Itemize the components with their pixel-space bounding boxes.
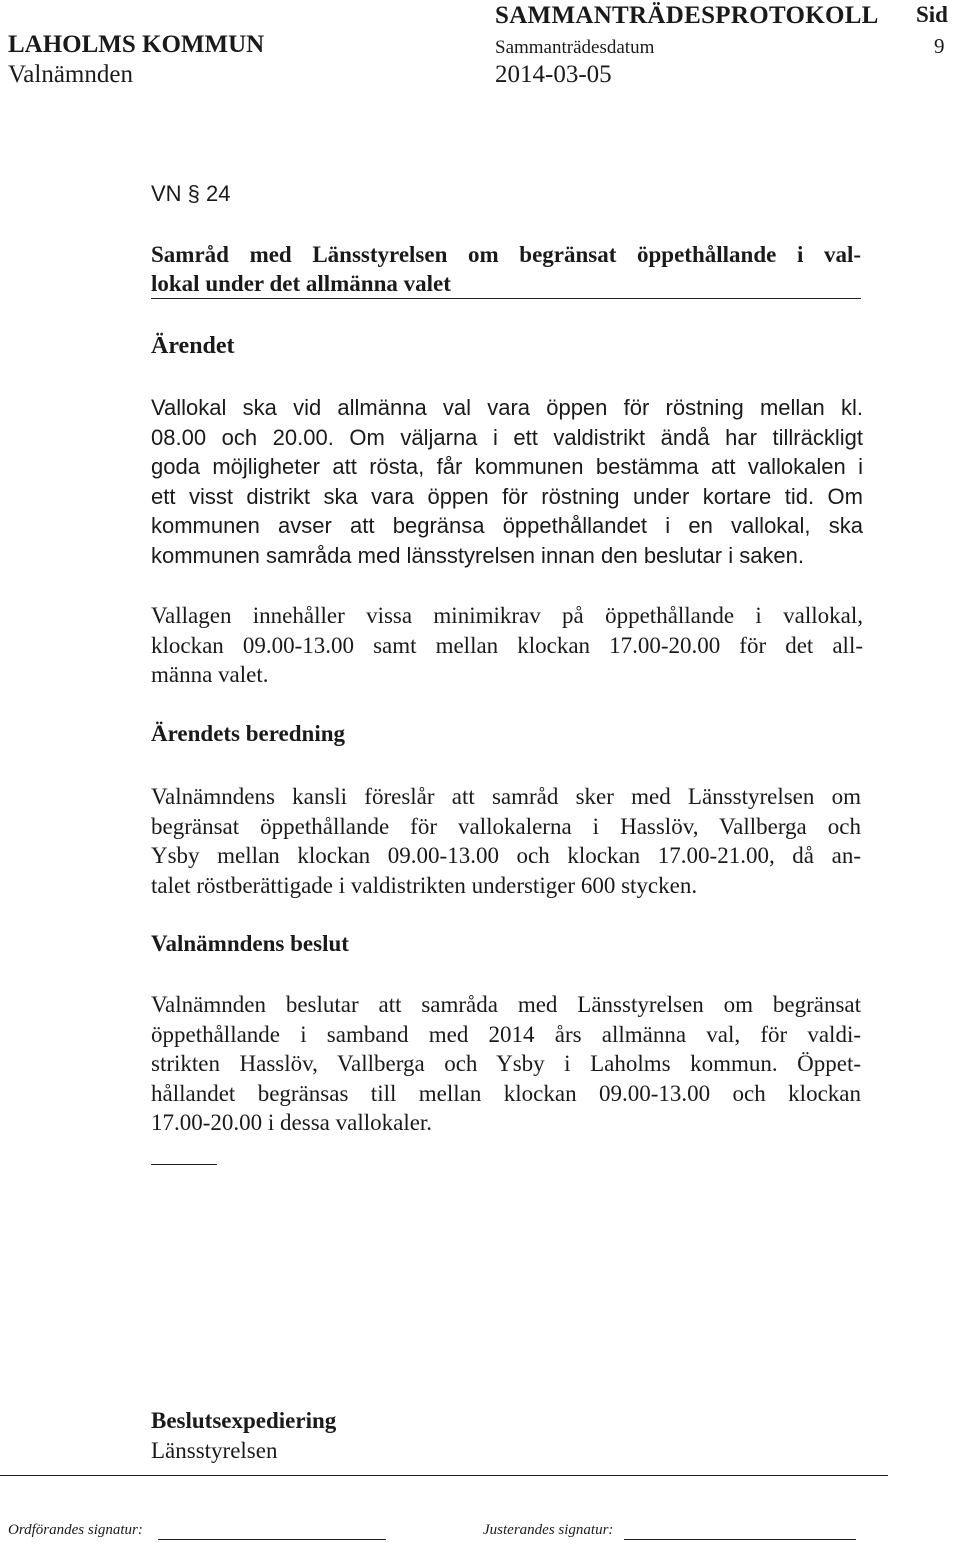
paragraph-line: Ysby mellan klockan 09.00-13.00 och klockan 17.00-21.00, då an- — [151, 843, 861, 868]
paragraph-line: kommunen samråda med länsstyrelsen innan den beslutar i saken. — [151, 542, 805, 568]
date-label: Sammanträdesdatum — [495, 37, 655, 58]
page-number: 9 — [934, 34, 945, 58]
committee-name: Valnämnden — [8, 61, 133, 88]
meeting-date: 2014-03-05 — [495, 61, 612, 88]
case-title-line: Samråd med Länsstyrelsen om begränsat öppethållande i val- — [151, 242, 861, 267]
municipality-name: LAHOLMS KOMMUN — [8, 31, 265, 58]
section-heading-arendet: Ärendet — [151, 333, 235, 359]
section-heading-beslut: Valnämndens beslut — [151, 931, 349, 956]
chair-signature-line[interactable] — [158, 1539, 386, 1540]
case-title — [151, 240, 861, 298]
page-label: Sid — [916, 2, 948, 27]
document-type: SAMMANTRÄDESPROTOKOLL — [495, 2, 879, 29]
paragraph-line: talet röstberättigade i valdistrikten understiger 600 stycken. — [151, 872, 698, 898]
arendet-paragraph-1 — [151, 393, 863, 570]
chair-signature-label: Ordförandes signatur: — [8, 1522, 143, 1538]
paragraph-line: kommunen avser att begränsa öppethållandet i en vallokal, ska — [151, 513, 863, 538]
paragraph-line: 08.00 och 20.00. Om väljarna i ett valdistrikt ändå har tillräckligt — [151, 424, 863, 450]
paragraph-line: männa valet. — [151, 662, 269, 687]
paragraph-line: öppethållande i samband med 2014 års allmänna val, för valdi- — [151, 1021, 861, 1047]
case-number: VN § 24 — [151, 181, 231, 206]
paragraph-line: hållandet begränsas till mellan klockan 09.00-13.00 och klockan — [151, 1080, 861, 1106]
paragraph-line: Valnämnden beslutar att samråda med Länsstyrelsen om begränsat — [151, 992, 861, 1017]
paragraph-line: begränsat öppethållande för vallokalerna i Hasslöv, Vallberga och — [151, 813, 861, 839]
beredning-paragraph — [151, 782, 861, 900]
paragraph-line: strikten Hasslöv, Vallberga och Ysby i Laholms kommun. Öppet- — [151, 1051, 861, 1076]
adjuster-signature-line[interactable] — [624, 1539, 856, 1540]
title-underline — [151, 298, 861, 299]
adjuster-signature-label: Justerandes signatur: — [483, 1522, 614, 1538]
arendet-paragraph-2 — [151, 601, 863, 690]
paragraph-line: Vallagen innehåller vissa minimikrav på öppethållande i vallokal, — [151, 603, 863, 628]
case-title-line: lokal under det allmänna valet — [151, 271, 451, 296]
expediering-recipient: Länsstyrelsen — [151, 1438, 278, 1463]
paragraph-line: Vallokal ska vid allmänna val vara öppen för röstning mellan kl. — [151, 395, 863, 420]
end-of-decision-mark — [151, 1164, 217, 1165]
paragraph-line: klockan 09.00-13.00 samt mellan klockan 17.00-20.00 för det all- — [151, 632, 863, 658]
section-heading-beredning: Ärendets beredning — [151, 721, 346, 746]
paragraph-line: ett visst distrikt ska vara öppen för röstning under kortare tid. Om — [151, 483, 863, 509]
paragraph-line: 17.00-20.00 i dessa vallokaler. — [151, 1110, 433, 1135]
section-heading-expediering: Beslutsexpediering — [151, 1408, 337, 1433]
beslut-paragraph — [151, 990, 861, 1138]
paragraph-line: goda möjligheter att rösta, får kommunen bestämma att vallokalen i — [151, 454, 863, 479]
paragraph-line: Valnämndens kansli föreslår att samråd sker med Länsstyrelsen om — [151, 784, 861, 809]
footer-separator — [0, 1475, 888, 1476]
